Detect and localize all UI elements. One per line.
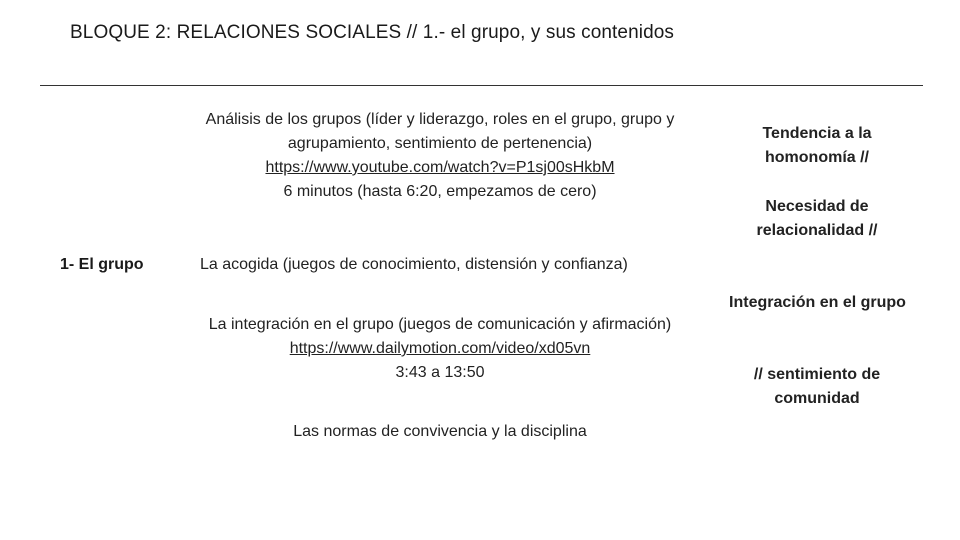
- integracion-grupo-note: [705, 291, 930, 315]
- analisis-line-1: Análisis de los grupos (líder y liderazgo, roles en el grupo, grupo y: [205, 111, 675, 128]
- integracion-grupo-line-1: Integración en el grupo: [729, 294, 906, 311]
- tendencia-line-1: Tendencia a la: [762, 125, 872, 142]
- dailymotion-link[interactable]: https://www.dailymotion.com/video/xd05vn: [289, 340, 591, 357]
- sentimiento-line-1: // sentimiento de: [753, 366, 881, 383]
- integracion-line-1: La integración en el grupo (juegos de comunicación y afirmación): [208, 316, 672, 333]
- normas-text: Las normas de convivencia y la disciplina: [293, 423, 587, 440]
- slide-title: BLOQUE 2: RELACIONES SOCIALES // 1.- el grupo, y sus contenidos: [70, 22, 675, 43]
- title-divider: [40, 85, 923, 86]
- sentimiento-note: [717, 363, 917, 411]
- necesidad-line-2: relacionalidad //: [756, 222, 878, 239]
- integracion-duration: 3:43 a 13:50: [395, 364, 485, 381]
- analisis-line-2: agrupamiento, sentimiento de pertenencia): [287, 135, 593, 152]
- necesidad-note: [717, 195, 917, 243]
- necesidad-line-1: Necesidad de: [765, 198, 869, 215]
- acogida-text: La acogida (juegos de conocimiento, distensión y confianza): [200, 256, 628, 273]
- tendencia-line-2: homonomía //: [765, 149, 869, 166]
- analisis-duration: 6 minutos (hasta 6:20, empezamos de cero): [283, 183, 597, 200]
- tendencia-note: [717, 122, 917, 170]
- normas-block: [160, 420, 720, 444]
- sentimiento-line-2: comunidad: [774, 390, 860, 407]
- group-label: 1- El grupo: [60, 256, 144, 273]
- youtube-link[interactable]: https://www.youtube.com/watch?v=P1sj00sHkbM: [265, 159, 615, 176]
- analisis-block: [160, 108, 720, 204]
- integracion-block: [160, 313, 720, 385]
